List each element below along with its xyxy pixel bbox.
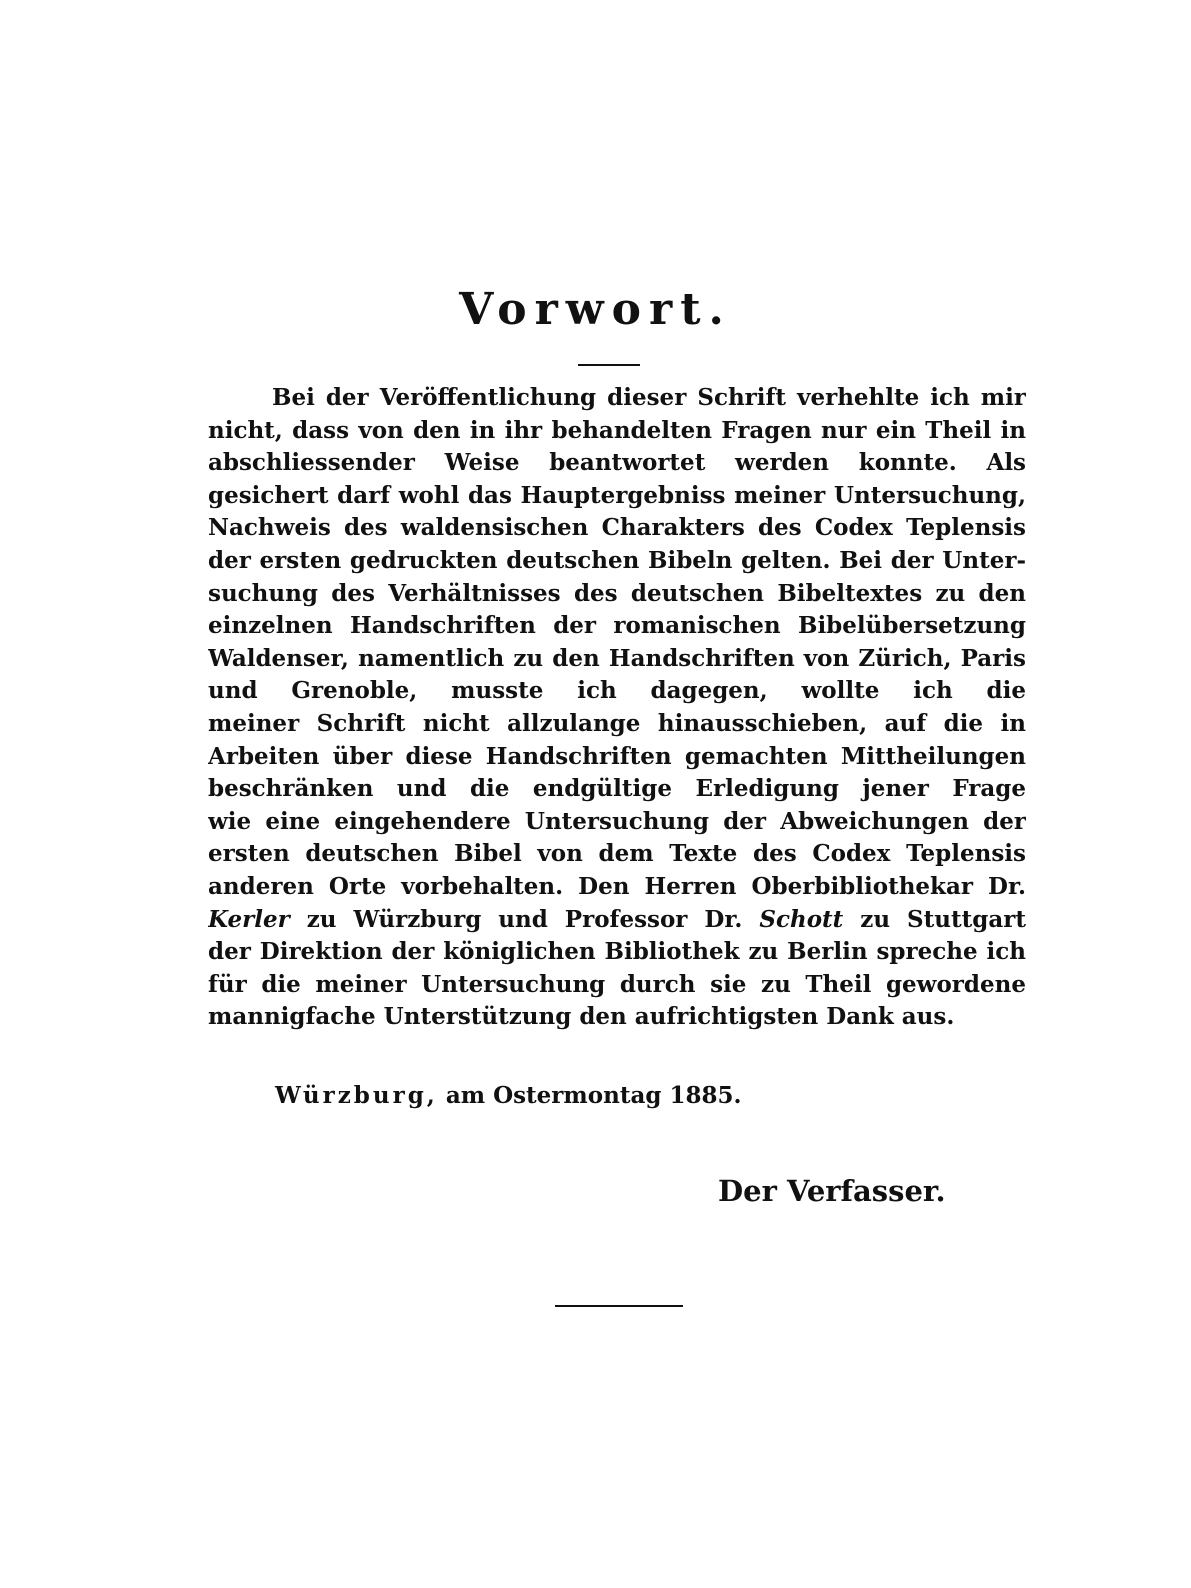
text-line: wie eine eingehendere Untersuchung der Abweichungen der <box>208 807 1026 835</box>
closing-rule <box>555 1305 683 1307</box>
text-line: für die meiner Untersuchung durch sie zu Theil gewordene <box>208 970 1026 998</box>
text-line: Nachweis des waldensischen Charakters des Codex Teplensis <box>208 514 1026 542</box>
text-line: abschliessender Weise beantwortet werden konnte. Als <box>208 449 1026 477</box>
text-line: meiner Schrift nicht allzulange hinausschieben, auf die in <box>208 709 1026 737</box>
place-name: Würzburg, <box>275 1082 438 1109</box>
text-segment: zu Würzburg und Professor Dr. <box>289 905 760 933</box>
text-line: gesichert darf wohl das Hauptergebniss meiner Untersuchung, <box>208 481 1026 509</box>
text-line: beschränken und die endgültige Erledigung jener Frage <box>208 775 1026 803</box>
name-kerler: Kerler <box>208 905 290 933</box>
text-line: einzelnen Handschriften der romanischen Bibelübersetzung <box>208 612 1026 640</box>
text-line-with-names <box>208 904 1026 937</box>
text-line: der ersten gedruckten deutschen Bibeln gelten. Bei der Unter- <box>208 546 1026 574</box>
place-date-line <box>275 1080 741 1112</box>
title-rule <box>578 364 640 366</box>
author-signature: Der Verfasser. <box>718 1174 946 1208</box>
preface-paragraph <box>208 382 1026 1034</box>
date-text: am Ostermontag 1885. <box>437 1082 742 1109</box>
text-line: Bei der Veröffentlichung dieser Schrift verhehlte ich mir <box>272 384 1026 411</box>
text-line: und Grenoble, musste ich dagegen, wollte ich die <box>208 677 1026 705</box>
text-line: mannigfache Unterstützung den aufrichtigsten Dank aus. <box>208 1003 955 1031</box>
text-segment: zu Stuttgart <box>860 905 1026 933</box>
text-line: nicht, dass von den in ihr behandelten Fragen nur ein Theil in <box>208 416 1026 444</box>
text-line: ersten deutschen Bibel von dem Texte des Codex Teplensis <box>208 840 1026 868</box>
name-schott: Schott <box>759 905 844 933</box>
text-line: Waldenser, namentlich zu den Handschriften von Zürich, Paris <box>208 644 1026 672</box>
text-line: anderen Orte vorbehalten. Den Herren Oberbibliothekar Dr. <box>208 872 1026 900</box>
text-line: der Direktion der königlichen Bibliothek zu Berlin spreche ich <box>208 938 1026 966</box>
page-title: Vorwort. <box>459 284 732 335</box>
text-line: suchung des Verhältnisses des deutschen Bibeltextes zu den <box>208 579 1026 607</box>
text-line: Arbeiten über diese Handschriften gemachten Mittheilungen <box>208 742 1026 770</box>
